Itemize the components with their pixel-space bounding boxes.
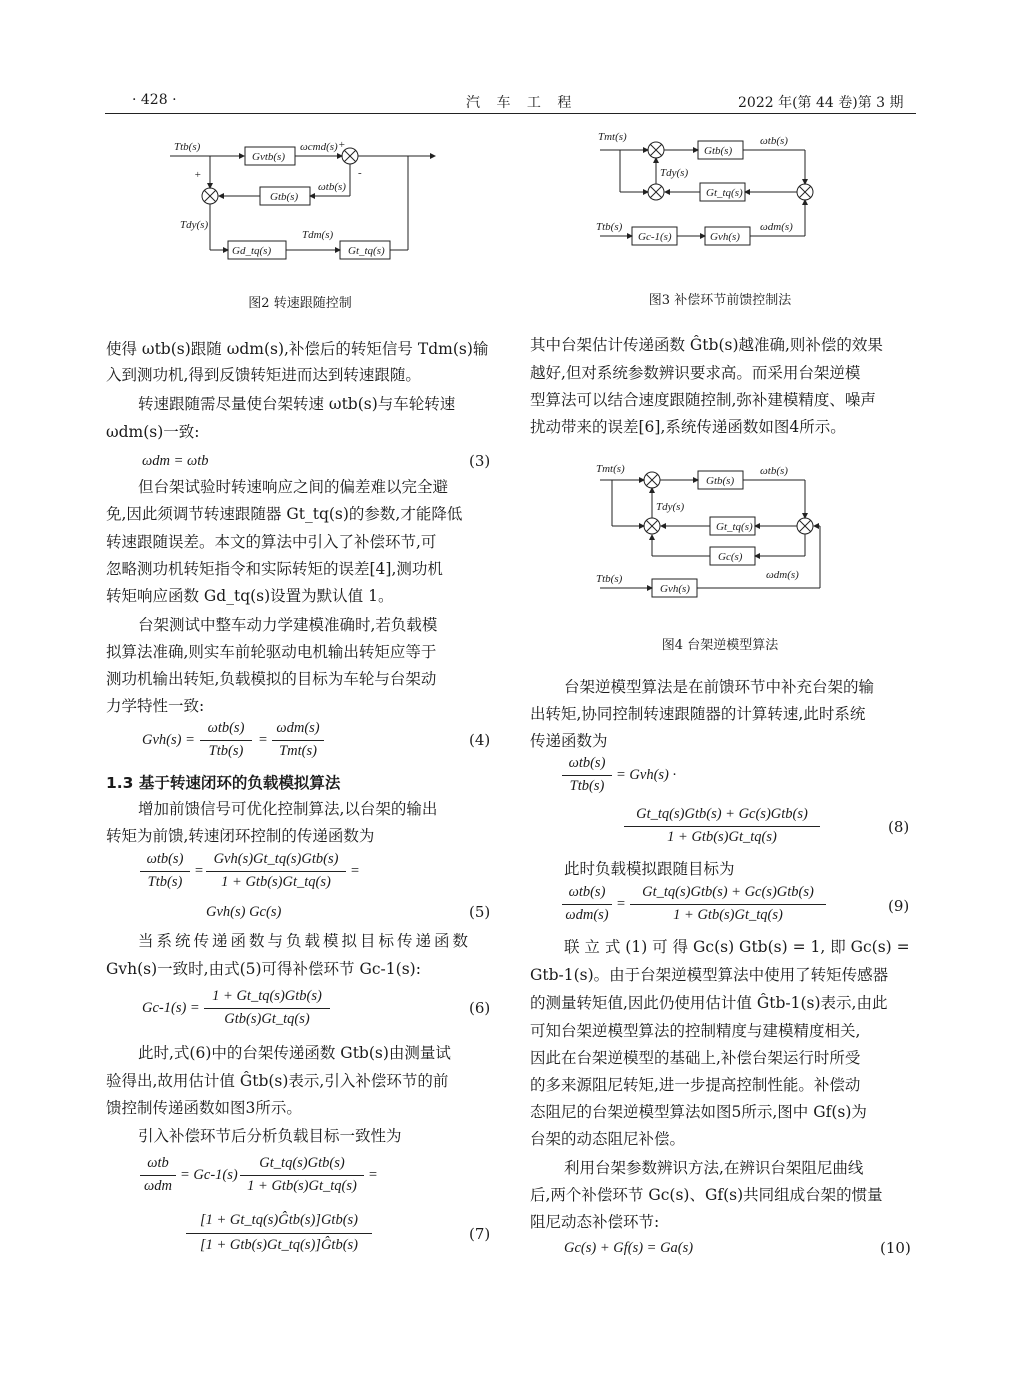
eq4-lhs: Gvh(s) =: [142, 732, 195, 748]
fig3-tmt: Tmt(s): [598, 131, 627, 143]
eq5-number: (5): [469, 903, 491, 921]
fig4-ttb: Ttb(s): [596, 573, 623, 585]
left-p7-l2: 验得出,故用估计值 Ĝtb(s)表示,引入补偿环节的前: [106, 1072, 449, 1090]
eq9-bar2: [630, 904, 826, 905]
left-p3-l2: 免,因此须调节转速跟随器 Gt_tq(s)的参数,才能降低: [106, 505, 463, 523]
left-p4-l2: 拟算法准确,则实车前轮驱动电机输出转矩应等于: [106, 643, 437, 661]
right-p4-l2: Gtb-1(s)。由于台架逆模型算法中使用了转矩传感器: [530, 966, 889, 984]
right-p4-l4: 可知台架逆模型算法的控制精度与建模精度相关,: [530, 1022, 861, 1040]
right-p1-l1: 其中台架估计传递函数 Ĝtb(s)越准确,则补偿的效果: [530, 336, 883, 354]
eq8-number: (8): [888, 818, 910, 836]
right-p1-l2: 越好,但对系统参数辨识要求高。而采用台架逆模: [530, 364, 861, 382]
right-p4-l8: 台架的动态阻尼补偿。: [530, 1130, 686, 1148]
fig3-gtb: Gtb(s): [704, 145, 733, 157]
eq6-den: Gtb(s)Gt_tq(s): [224, 1011, 310, 1027]
eq6-lhs: Gc-1(s) =: [142, 1000, 200, 1016]
fig4-wdm: ωdm(s): [766, 569, 799, 581]
fig3-tdy: Tdy(s): [660, 167, 689, 179]
left-p3-l4: 忽略测功机转矩指令和实际转矩的误差[4],测功机: [106, 560, 443, 578]
eq4-num2: ωdm(s): [276, 720, 320, 736]
page-number: · 428 ·: [132, 92, 177, 108]
left-p6-l2: Gvh(s)一致时,由式(5)可得补偿环节 Gc-1(s):: [106, 960, 421, 978]
eq4-eq: =: [258, 732, 268, 748]
eq9-num2: Gt_tq(s)Gtb(s) + Gc(s)Gtb(s): [642, 884, 814, 900]
left-p5-l2: 转矩为前馈,转速闭环控制的传递函数为: [106, 827, 375, 845]
eq5-den2: 1 + Gtb(s)Gt_tq(s): [221, 874, 331, 890]
left-p2-l2: ωdm(s)一致:: [106, 423, 200, 441]
eq9-bar1: [562, 904, 612, 905]
left-p2-l1: 转速跟随需尽量使台架转速 ωtb(s)与车轮转速: [138, 395, 456, 413]
eq5-bar2: [206, 871, 346, 872]
section-1-3-heading: 1.3 基于转速闭环的负载模拟算法: [106, 774, 341, 792]
fig2-gtb: Gtb(s): [270, 191, 299, 203]
eq7-bar3: [186, 1233, 372, 1234]
eq4-bar1: [200, 740, 252, 741]
eq8-den1: Ttb(s): [569, 778, 605, 794]
fig4-gttq: Gt_tq(s): [716, 521, 753, 533]
left-p4-l1: 台架测试中整车动力学建模准确时,若负载模: [138, 616, 438, 634]
fig4-wtb: ωtb(s): [760, 465, 788, 477]
eq9-eq: =: [616, 896, 626, 912]
right-p4-l3: 的测量转矩值,因此仍使用估计值 Ĝtb-1(s)表示,由此: [530, 994, 888, 1012]
eq4-den2: Tmt(s): [279, 743, 317, 759]
eq3-number: (3): [469, 452, 491, 470]
eq4-den1: Ttb(s): [208, 743, 244, 759]
figure-3-diagram: [590, 126, 830, 266]
right-p3-l1: 此时负载模拟跟随目标为: [564, 860, 735, 878]
fig3-gc: Gc-1(s): [638, 231, 672, 243]
eq9-den2: 1 + Gtb(s)Gt_tq(s): [673, 907, 783, 923]
eq4-bar2: [272, 740, 324, 741]
figure-3-caption: 图3 补偿环节前馈控制法: [648, 293, 792, 308]
fig4-tdy: Tdy(s): [656, 501, 685, 513]
fig2-wtb: ωtb(s): [318, 181, 346, 193]
eq5-num1: ωtb(s): [146, 851, 184, 867]
figure-2-caption: 图2 转速跟随控制: [248, 296, 352, 311]
fig2-tdm: Tdm(s): [302, 229, 334, 241]
right-p5-l3: 阻尼动态补偿环节:: [530, 1213, 660, 1231]
eq3: ωdm = ωtb: [142, 453, 209, 469]
fig4-gc: Gc(s): [718, 551, 743, 563]
left-p3-l1: 但台架试验时转速响应之间的偏差难以完全避: [138, 478, 449, 496]
fig2-plus1: +: [194, 169, 202, 181]
eq8-num2: Gt_tq(s)Gtb(s) + Gc(s)Gtb(s): [636, 806, 808, 822]
eq6-num: 1 + Gt_tq(s)Gtb(s): [212, 988, 322, 1004]
eq7-eq: = Gc-1(s): [180, 1167, 238, 1183]
eq5-eq: =: [194, 863, 204, 879]
left-p3-l3: 转速跟随误差。本文的算法中引入了补偿环节,可: [106, 533, 437, 551]
eq7-bar2: [240, 1175, 364, 1176]
fig2-minus: -: [358, 167, 362, 179]
eq10: Gc(s) + Gf(s) = Ga(s): [564, 1240, 694, 1256]
right-p5-l2: 后,两个补偿环节 Gc(s)、Gf(s)共同组成台架的惯量: [530, 1186, 883, 1204]
fig2-input-label: Ttb(s): [174, 141, 201, 153]
eq5-num2: Gvh(s)Gt_tq(s)Gtb(s): [213, 851, 339, 867]
left-p3-l5: 转矩响应函数 Gd_tq(s)设置为默认值 1。: [106, 587, 394, 605]
right-p4-l5: 因此在台架逆模型的基础上,补偿台架运行时所受: [530, 1049, 861, 1067]
eq6-number: (6): [469, 999, 491, 1017]
eq7-num2: Gt_tq(s)Gtb(s): [259, 1155, 345, 1171]
left-p4-l3: 测功机输出转矩,负载模拟的目标为车轮与台架动: [106, 670, 437, 688]
left-p6-l1: 当系统传递函数与负载模拟目标传递函数: [138, 932, 472, 950]
fig3-wtb: ωtb(s): [760, 135, 788, 147]
left-p4-l4: 力学特性一致:: [106, 697, 205, 715]
right-p4-l1: 联 立 式 (1) 可 得 Gc(s) Gtb(s) = 1, 即 Gc(s) =: [564, 938, 910, 956]
eq8-den2: 1 + Gtb(s)Gt_tq(s): [667, 829, 777, 845]
fig3-gvh: Gvh(s): [710, 231, 740, 243]
eq7-den3: [1 + Gtb(s)Gt_tq(s)]Ĝtb(s): [200, 1237, 358, 1253]
fig2-gvtb: Gvtb(s): [252, 151, 285, 163]
left-p5-l1: 增加前馈信号可优化控制算法,以台架的输出: [138, 800, 438, 818]
fig3-ttb: Ttb(s): [596, 221, 623, 233]
eq10-number: (10): [880, 1239, 911, 1257]
eq8-bar2: [624, 826, 820, 827]
fig3-wdm: ωdm(s): [760, 221, 793, 233]
right-p2-l1: 台架逆模型算法是在前馈环节中补充台架的输: [564, 678, 875, 696]
eq7-eq2: =: [368, 1167, 378, 1183]
right-p1-l4: 扰动带来的误差[6],系统传递函数如图4所示。: [530, 418, 846, 436]
eq6-bar: [204, 1008, 330, 1009]
right-p5-l1: 利用台架参数辨识方法,在辨识台架阻尼曲线: [564, 1159, 864, 1177]
figure-4-caption: 图4 台架逆模型算法: [661, 638, 779, 653]
eq8-num1: ωtb(s): [568, 755, 606, 771]
fig3-gttq: Gt_tq(s): [706, 187, 743, 199]
eq5-den1: Ttb(s): [147, 874, 183, 890]
left-p7-l3: 馈控制传递函数如图3所示。: [106, 1099, 302, 1117]
right-p1-l3: 型算法可以结合速度跟随控制,弥补建模精度、噪声: [530, 391, 876, 409]
left-p7-l1: 此时,式(6)中的台架传递函数 Gtb(s)由测量试: [138, 1044, 451, 1062]
eq5-line2: Gvh(s) Gc(s): [206, 904, 282, 920]
eq8-eq: = Gvh(s) ·: [616, 767, 677, 783]
issue-info: 2022 年(第 44 卷)第 3 期: [738, 95, 904, 111]
journal-title: 汽 车 工 程: [466, 95, 578, 111]
left-p8-l1: 引入补偿环节后分析负载目标一致性为: [138, 1127, 402, 1145]
fig2-wcmd: ωcmd(s): [300, 141, 338, 153]
eq7-num1: ωtb: [147, 1155, 169, 1171]
header-rule: [105, 113, 916, 114]
fig4-tmt: Tmt(s): [596, 463, 625, 475]
eq8-bar1: [562, 775, 612, 776]
eq7-den2: 1 + Gtb(s)Gt_tq(s): [247, 1178, 357, 1194]
fig4-gvh: Gvh(s): [660, 583, 690, 595]
eq7-num3: [1 + Gt_tq(s)Ĝtb(s)]Gtb(s): [200, 1212, 358, 1228]
eq9-number: (9): [888, 897, 910, 915]
fig2-gttq: Gt_tq(s): [348, 245, 385, 257]
figure-4-diagram: [590, 458, 830, 608]
eq9-den1: ωdm(s): [565, 907, 609, 923]
eq7-number: (7): [469, 1225, 491, 1243]
figure-2-diagram: [160, 128, 450, 268]
fig2-gdtq: Gd_tq(s): [232, 245, 272, 257]
right-p4-l7: 态阻尼的台架逆模型算法如图5所示,图中 Gf(s)为: [530, 1103, 867, 1121]
eq7-den1: ωdm: [144, 1178, 172, 1194]
eq5-bar1: [140, 871, 190, 872]
left-p1-l2: 入到测功机,得到反馈转矩进而达到转速跟随。: [106, 366, 421, 384]
right-p2-l3: 传递函数为: [530, 732, 608, 750]
fig4-gtb: Gtb(s): [706, 475, 735, 487]
eq4-number: (4): [469, 731, 491, 749]
eq7-bar1: [140, 1175, 176, 1176]
eq9-num1: ωtb(s): [568, 884, 606, 900]
left-p1-l1: 使得 ωtb(s)跟随 ωdm(s),补偿后的转矩信号 Tdm(s)输: [106, 340, 489, 358]
fig2-plus2: +: [338, 139, 346, 151]
right-p4-l6: 的多来源阻尼转矩,进一步提高控制性能。补偿动: [530, 1076, 861, 1094]
fig2-tdy: Tdy(s): [180, 219, 209, 231]
right-p2-l2: 出转矩,协同控制转速跟随器的计算转速,此时系统: [530, 705, 866, 723]
eq4-num1: ωtb(s): [207, 720, 245, 736]
eq5-eq2: =: [350, 863, 360, 879]
